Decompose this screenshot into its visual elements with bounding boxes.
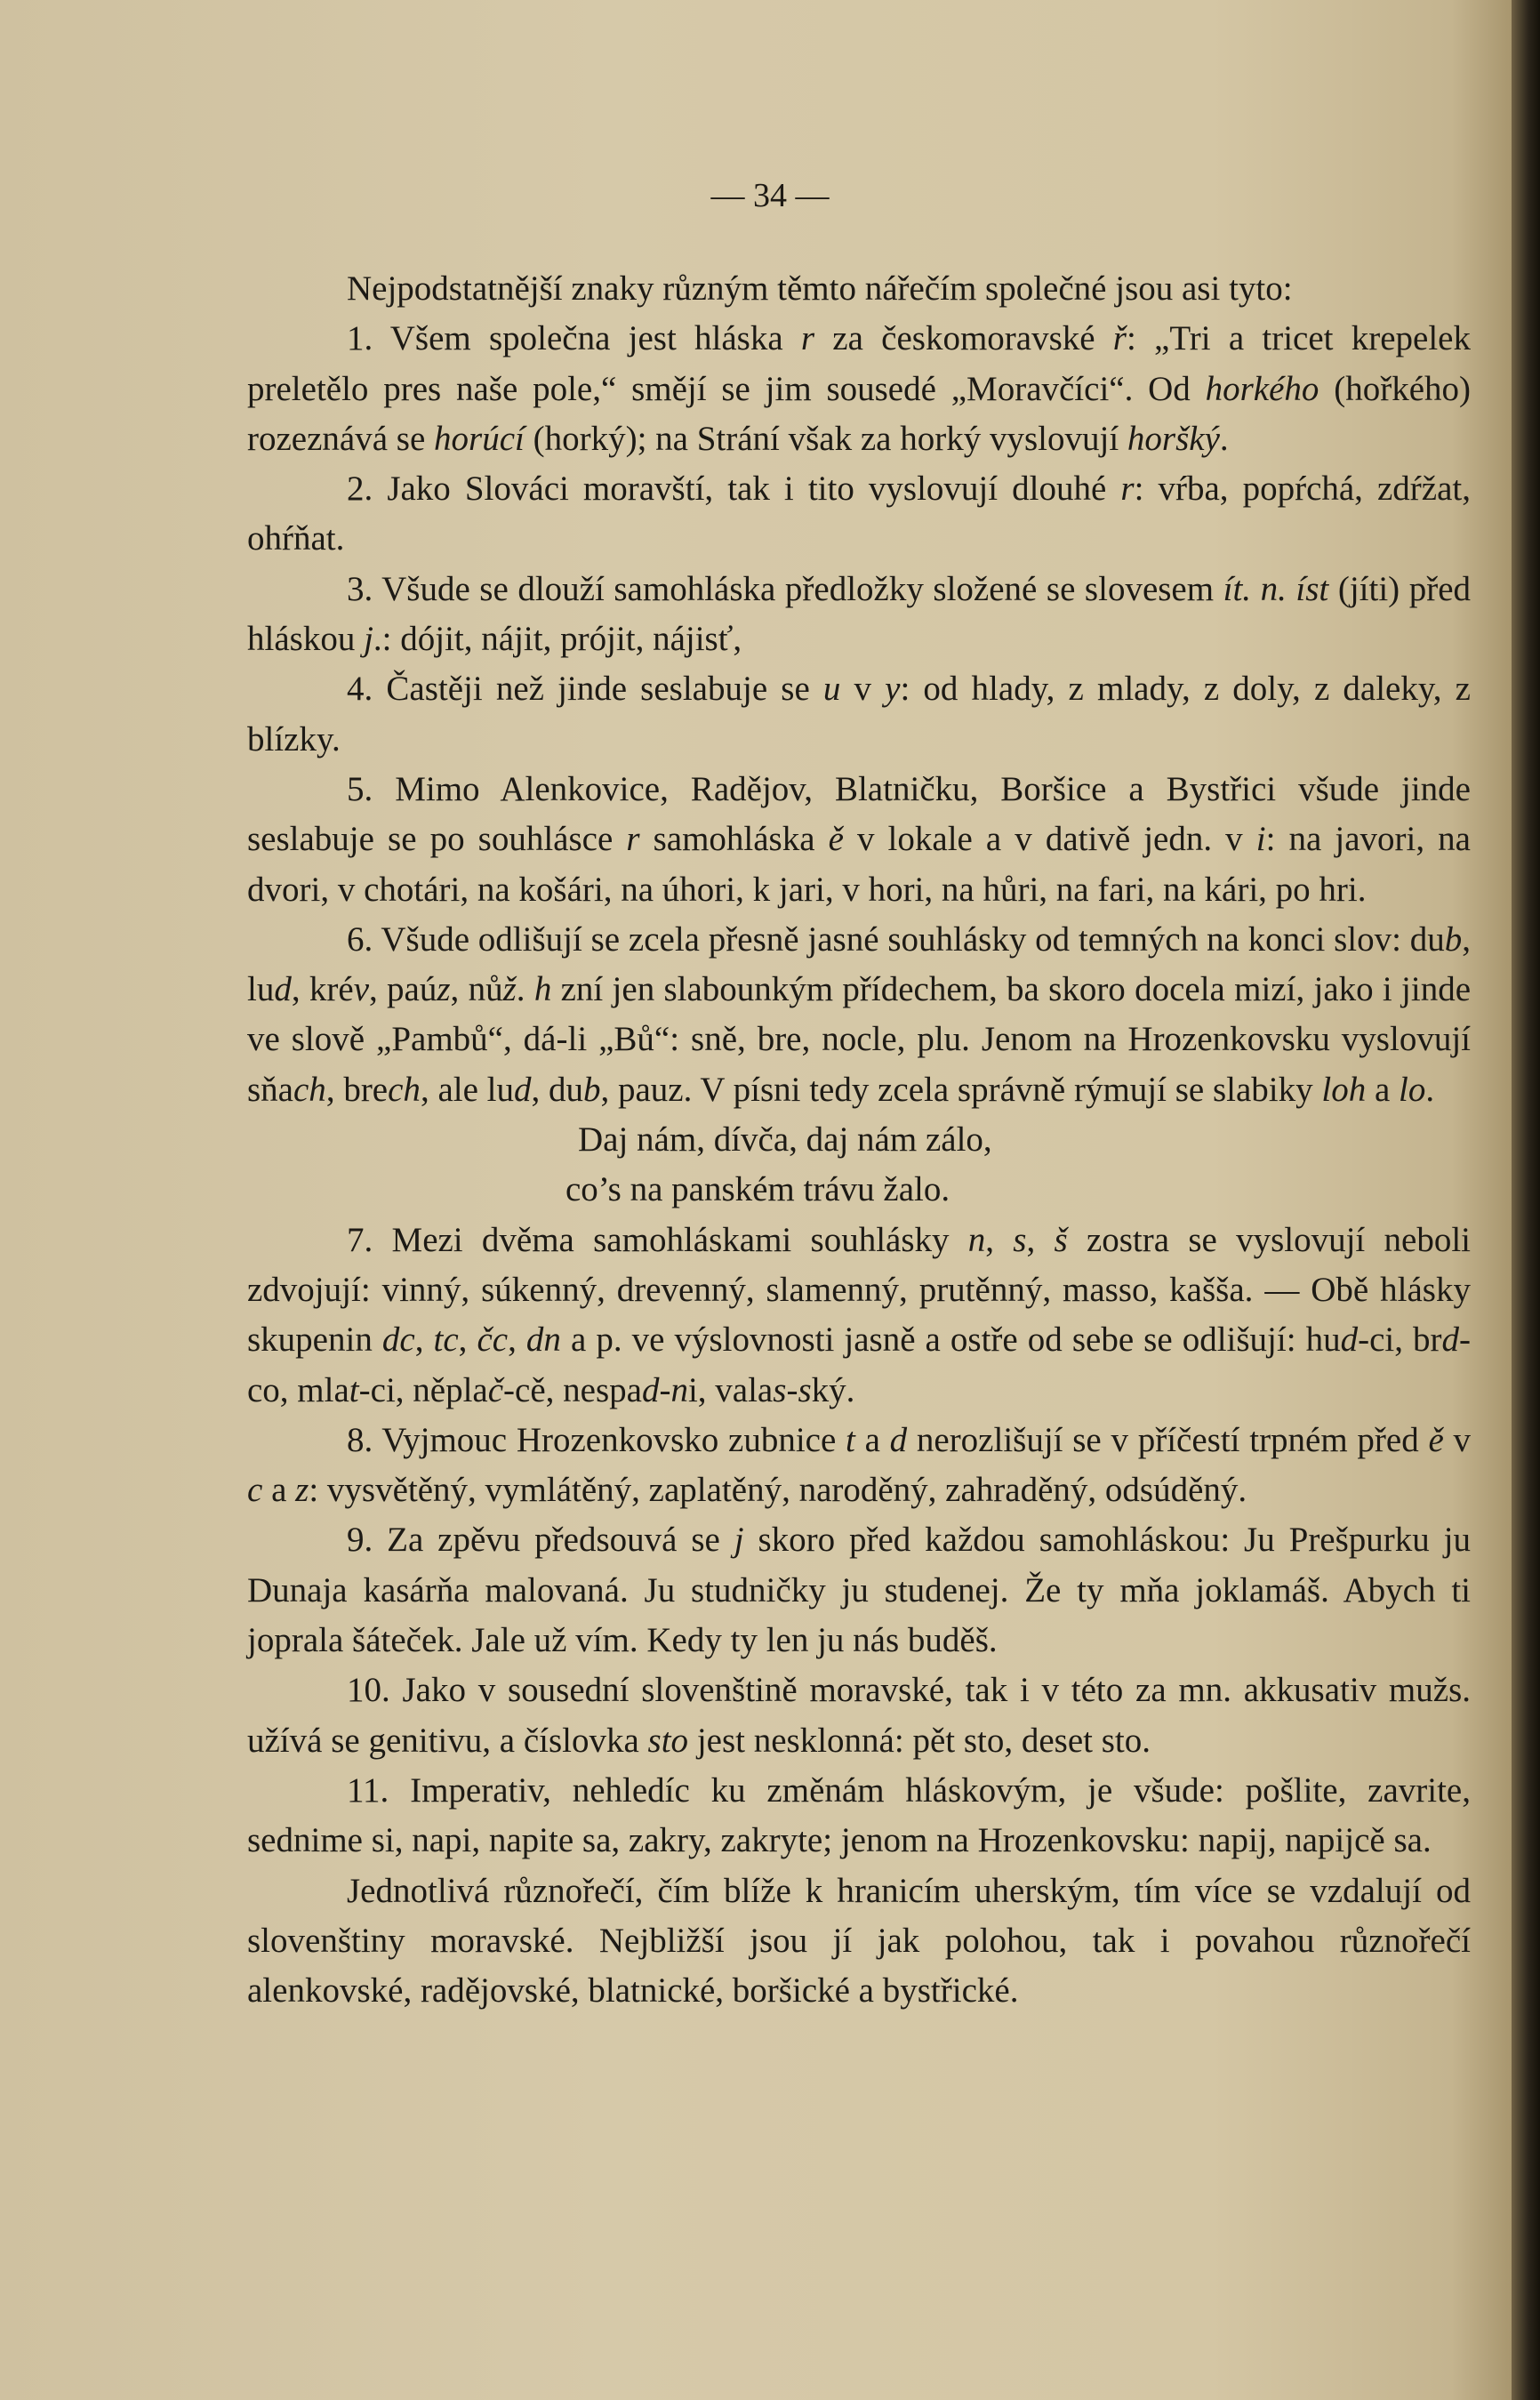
text-run: a p. ve výslovnosti jasně a ostře od sebe se odlišují: hu <box>560 1320 1341 1360</box>
text-run: : „Tri a tricet krepelek preletělo pres naše pole,“ smějí se jim sousedé „Moravčíci“. Od <box>247 319 1471 408</box>
paragraph-p10 <box>247 1666 1471 1766</box>
italic-text: j <box>364 620 373 659</box>
paragraphs-after-verse <box>247 1216 1471 2017</box>
page-body <box>247 264 1471 2016</box>
italic-text: horšký <box>1127 419 1220 458</box>
italic-text: b <box>582 1070 601 1109</box>
text-run: , bre <box>325 1070 389 1109</box>
text-run: 11. Imperativ, nehledíc ku změnám hláskovým, je všude: pošlite, zavrite, sednime si, napi, napite sa, zakry, zakryte; jenom na Hrozenkovsku: napij, napijcě sa. <box>247 1770 1471 1860</box>
text-run: 7. Mezi dvěma samohláskami souhlásky <box>347 1220 968 1259</box>
text-run: , <box>508 1320 526 1360</box>
text-run: zostra se vyslovují neboli zdvojují: vinný, súkenný, drevenný, slamenný, prutěnný, masso, kašša. — Obě hlásky skupenin <box>247 1220 1472 1360</box>
text-run: , <box>414 1320 434 1360</box>
text-run: - <box>786 1370 798 1409</box>
italic-text: i <box>1255 820 1266 859</box>
text-run: 9. Za zpěvu předsouvá se <box>347 1521 734 1560</box>
text-run: , <box>1026 1220 1055 1259</box>
italic-text: sto <box>647 1721 689 1760</box>
italic-text: b <box>1444 919 1463 959</box>
paragraph-p4 <box>247 664 1471 765</box>
italic-text: ž <box>502 970 517 1009</box>
text-run: (horký); na Strání však za horký vyslovují <box>524 419 1127 458</box>
text-run: 2. Jako Slováci moravští, tak i tito vyslovují dlouhé <box>347 470 1121 509</box>
italic-text: d <box>889 1420 908 1459</box>
text-run: , lu <box>247 919 1471 1009</box>
text-run: Jednotlivá různořečí, čím blíže k hranicím uherským, tím více se vzdalují od slovenštiny moravské. Nejbližší jsou jí jak polohou, tak i povahou různořečí alenkovské, radějovské, blatnické, boršické a bystřické. <box>247 1871 1471 2011</box>
italic-text: r <box>626 820 640 859</box>
text-run: . <box>516 970 534 1009</box>
text-run: nerozlišují se v příčestí trpném před <box>907 1420 1429 1459</box>
italic-text: u <box>822 670 841 709</box>
italic-text: dc <box>381 1320 415 1360</box>
verse-line: co’s na panském trávu žalo. <box>565 1170 950 1209</box>
text-run: .: dójit, nájit, prójit, nájisť, <box>373 620 742 659</box>
text-run: . <box>1219 419 1229 458</box>
text-run: -ci, něpla <box>358 1370 488 1409</box>
italic-text: tc <box>433 1320 459 1360</box>
italic-text: t <box>349 1370 359 1409</box>
text-run: : vysvětěný, vymlátěný, zaplatěný, naroděný, zahraděný, odsúděný. <box>309 1471 1247 1510</box>
text-run: . <box>1425 1070 1435 1109</box>
text-run: 10. Jako v sousední slovenštině moravské, tak i v této za mn. akkusativ mužs. užívá se genitivu, a číslovka <box>247 1671 1471 1760</box>
italic-text: ř <box>1112 319 1127 358</box>
text-run: , paú <box>369 970 437 1009</box>
text-run: jest nesklonná: pět sto, deset sto. <box>688 1721 1151 1760</box>
paragraph-p5 <box>247 765 1471 915</box>
italic-text: h <box>533 970 552 1009</box>
italic-text: d <box>274 970 292 1009</box>
text-run: a <box>854 1420 890 1459</box>
text-run: v <box>1443 1420 1472 1459</box>
italic-text: ít. n. íst <box>1223 569 1329 608</box>
text-run: a <box>262 1471 296 1510</box>
page-number: — 34 — <box>710 177 830 214</box>
text-run: 6. Všude odlišují se zcela přesně jasné souhlásky od temných na konci slov: du <box>347 919 1445 959</box>
verse-line: Daj nám, dívča, daj nám zálo, <box>578 1120 992 1160</box>
text-run: , nů <box>450 970 503 1009</box>
text-run: , pauz. V písni tedy zcela správně rýmují se slabiky <box>600 1070 1322 1109</box>
text-run: i, vala <box>687 1370 774 1409</box>
text-run: ký. <box>811 1370 855 1409</box>
italic-text: čc <box>477 1320 509 1360</box>
italic-text: c <box>247 1471 263 1510</box>
text-run: : vŕba, popŕchá, zdŕžat, ohŕňat. <box>247 470 1472 558</box>
italic-text: t <box>846 1420 855 1459</box>
text-run: Nejpodstatnější znaky různým těmto nářečím společné jsou asi tyto: <box>347 269 1293 308</box>
text-run: za českomoravské <box>814 319 1113 358</box>
italic-text: d <box>641 1370 660 1409</box>
italic-text: horkého <box>1205 369 1319 408</box>
paragraph-p9 <box>247 1515 1471 1666</box>
italic-text: d <box>1340 1320 1359 1360</box>
paragraph-p12 <box>247 1866 1471 2017</box>
text-run: skoro před každou samohláskou: Ju Prešpurku ju Dunaja kasárňa malovaná. Ju studničky ju studenej. Že ty mňa joklamáš. Abych ti joprala šáteček. Jale už vím. Kedy ty len ju nás buděš. <box>247 1521 1471 1660</box>
paragraph-p8 <box>247 1416 1471 1516</box>
italic-text: n <box>967 1220 986 1259</box>
text-run: - <box>659 1370 671 1409</box>
italic-text: s <box>1013 1220 1027 1259</box>
paragraph-p3 <box>247 565 1471 665</box>
text-run: (hořkého) rozeznává se <box>247 369 1471 458</box>
paragraph-intro <box>247 264 1471 314</box>
italic-text: z <box>295 1471 309 1510</box>
text-run: v lokale a v dativě jedn. v <box>843 820 1256 859</box>
italic-text: s <box>798 1370 812 1409</box>
text-run: : od hlady, z mlady, z doly, z daleky, z blízky. <box>247 670 1471 759</box>
italic-text: š <box>1054 1220 1068 1259</box>
italic-text: v <box>353 970 369 1009</box>
text-run: 8. Vyjmouc Hrozenkovsko zubnice <box>347 1420 846 1459</box>
italic-text: horúcí <box>434 419 525 458</box>
text-run: 1. Všem společna jest hláska <box>347 319 801 358</box>
paragraph-p1 <box>247 314 1471 464</box>
italic-text: ě <box>1428 1420 1444 1459</box>
paragraph-p6 <box>247 915 1471 1115</box>
italic-text: d <box>1441 1320 1460 1360</box>
italic-text: ě <box>828 820 844 859</box>
paragraph-p7 <box>247 1216 1471 1416</box>
italic-text: ch <box>388 1070 421 1109</box>
verse-quotation <box>247 1115 1471 1216</box>
text-run: -ci, br <box>1358 1320 1442 1360</box>
paragraph-p11 <box>247 1766 1471 1866</box>
italic-text: č <box>487 1370 504 1409</box>
text-run: zní jen slabounkým přídechem, ba skoro docela mizí, jako i jinde ve slově „Pambů“, dá-li „Bů“: sně, bre, nocle, plu. Jenom na Hrozenkovsku vyslovují sňa <box>247 970 1472 1109</box>
text-run: , <box>985 1220 1014 1259</box>
text-run: samohláska <box>639 820 829 859</box>
text-run: , kré <box>291 970 354 1009</box>
text-run: , du <box>531 1070 583 1109</box>
italic-text: ch <box>293 1070 326 1109</box>
italic-text: j <box>734 1521 744 1560</box>
paragraph-p2 <box>247 464 1471 565</box>
text-run: -co, mla <box>247 1320 1472 1409</box>
italic-text: dn <box>525 1320 561 1360</box>
italic-text: s <box>773 1370 787 1409</box>
text-run: -cě, nespa <box>503 1370 642 1409</box>
text-run: a <box>1366 1070 1400 1109</box>
italic-text: r <box>800 319 815 358</box>
text-run: , ale lu <box>420 1070 514 1109</box>
text-run: 3. Všude se dlouží samohláska předložky složené se slovesem <box>347 569 1223 608</box>
book-binding-edge <box>1512 0 1540 2400</box>
italic-text: z <box>437 970 451 1009</box>
italic-text: loh <box>1321 1070 1367 1109</box>
italic-text: d <box>513 1070 532 1109</box>
italic-text: n <box>670 1370 688 1409</box>
text-run: v <box>840 670 886 709</box>
text-run: (jíti) před hláskou <box>247 569 1472 659</box>
text-run: , <box>458 1320 477 1360</box>
text-run: 4. Častěji než jinde seslabuje se <box>347 670 823 709</box>
italic-text: r <box>1120 470 1135 509</box>
text-run: 5. Mimo Alenkovice, Radějov, Blatničku, Boršice a Bystřici všude jinde seslabuje se po souhlásce <box>247 769 1471 859</box>
italic-text: y <box>885 670 901 709</box>
paragraphs-before-verse <box>247 264 1471 1115</box>
italic-text: lo <box>1399 1070 1426 1109</box>
text-run: : na javori, na dvori, v chotári, na košári, na úhori, k jari, v hori, na hůri, na fari, na kári, po hri. <box>247 820 1471 909</box>
